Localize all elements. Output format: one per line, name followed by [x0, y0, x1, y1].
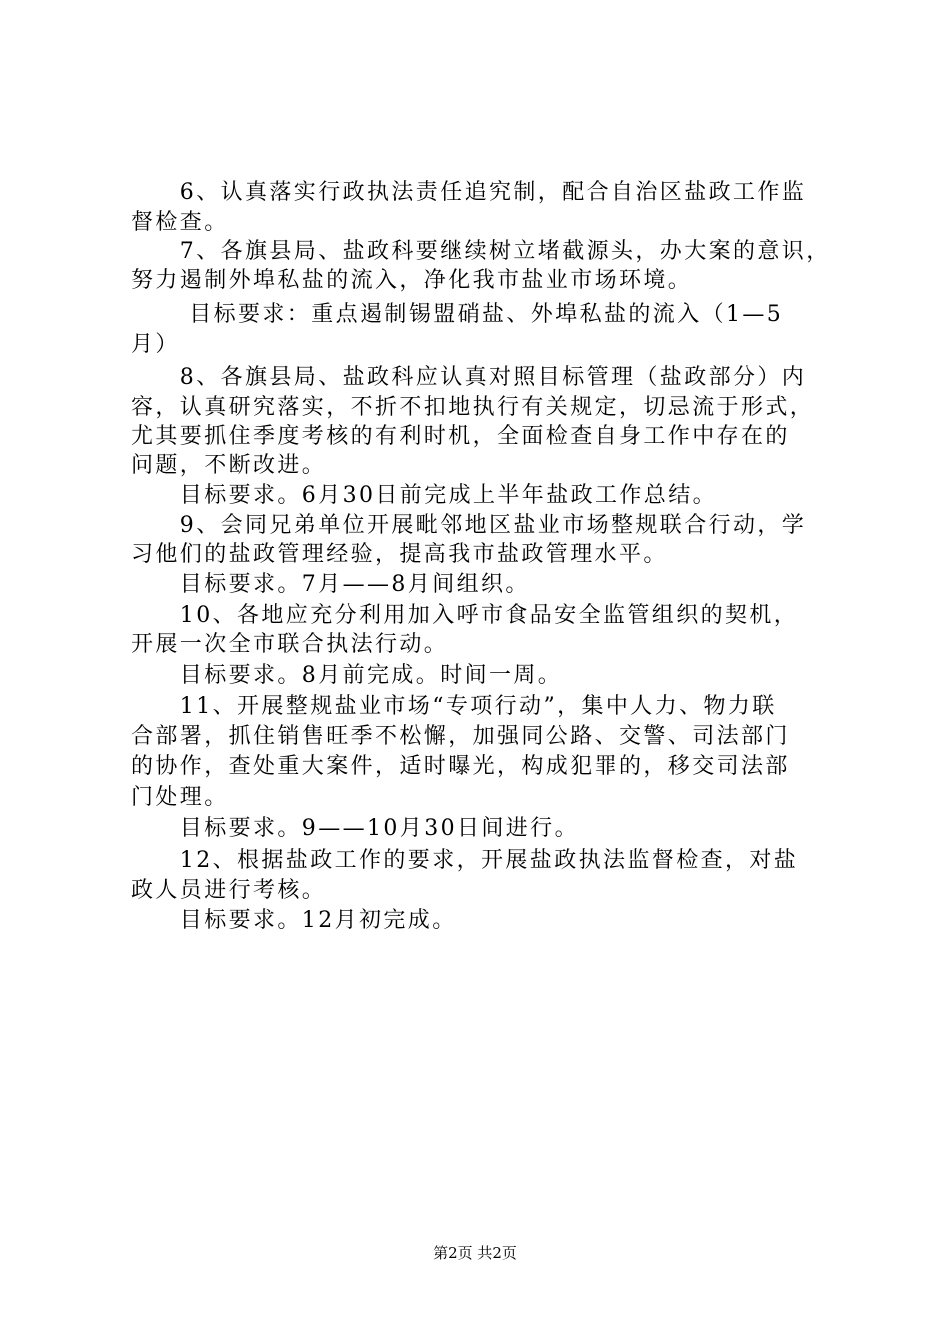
text-line: 目标要求。7月——8月间组织。 — [131, 572, 530, 597]
text-line: 9、会同兄弟单位开展毗邻地区盐业市场整规联合行动，学 — [131, 513, 807, 538]
text-line: 问题，不断改进。 — [131, 453, 327, 478]
text-line: 6、认真落实行政执法责任追究制，配合自治区盐政工作监 — [131, 180, 807, 205]
text-line: 11、开展整规盐业市场“专项行动”，集中人力、物力联 — [131, 694, 777, 719]
text-line: 政人员进行考核。 — [131, 878, 327, 903]
text-line: 目标要求。8月前完成。时间一周。 — [131, 663, 563, 688]
text-line: 习他们的盐政管理经验，提高我市盐政管理水平。 — [131, 542, 668, 567]
text-line: 的协作，查处重大案件，适时曝光，构成犯罪的，移交司法部 — [131, 754, 790, 779]
text-line: 目标要求。6月30日前完成上半年盐政工作总结。 — [131, 483, 717, 508]
text-line: 容，认真研究落实，不折不扣地执行有关规定，切忌流于形式， — [131, 395, 815, 420]
text-line: 督检查。 — [131, 210, 229, 235]
text-line: 门处理。 — [131, 785, 229, 810]
text-line: 10、各地应充分利用加入呼市食品安全监管组织的契机， — [131, 603, 799, 628]
text-line: 开展一次全市联合执法行动。 — [131, 632, 449, 657]
text-line: 目标要求。12月初完成。 — [131, 908, 457, 933]
text-line: 7、各旗县局、盐政科要继续树立堵截源头，办大案的意识， — [131, 239, 831, 264]
text-line: 目标要求：重点遏制锡盟硝盐、外埠私盐的流入（1—5 — [131, 302, 784, 327]
text-line: 8、各旗县局、盐政科应认真对照目标管理（盐政部分）内 — [131, 365, 807, 390]
text-line: 尤其要抓住季度考核的有利时机，全面检查自身工作中存在的 — [131, 424, 790, 449]
text-line: 12、根据盐政工作的要求，开展盐政执法监督检查，对盐 — [131, 848, 799, 873]
text-line: 努力遏制外埠私盐的流入，净化我市盐业市场环境。 — [131, 268, 693, 293]
text-line: 合部署，抓住销售旺季不松懈，加强同公路、交警、司法部门 — [131, 724, 790, 749]
page-number: 第2页 共2页 — [433, 1244, 517, 1262]
text-line: 月） — [131, 332, 180, 357]
text-line: 目标要求。9——10月30日间进行。 — [131, 816, 579, 841]
